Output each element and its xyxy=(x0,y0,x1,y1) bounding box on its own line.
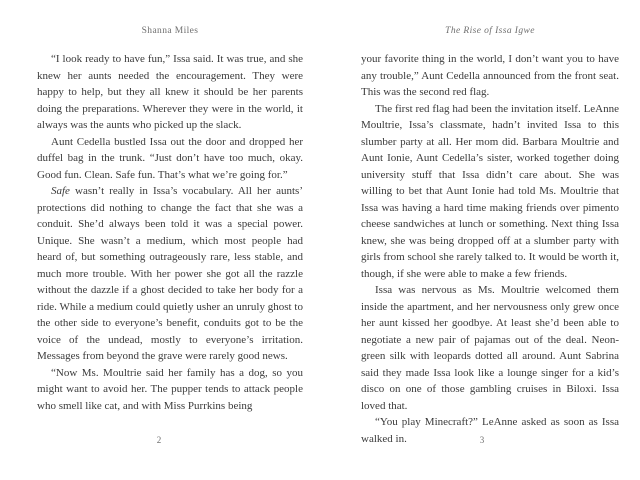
paragraph xyxy=(361,101,619,283)
body-text: “I look ready to have fun,” Issa said. It was true, and she knew her aunts needed the encouragement. They were happy to help, but they all knew it should be her parents doing the preparations. Wherever they were in the world, it always was the aunts who picked up the slack. xyxy=(37,53,303,131)
body-text: your favorite thing in the world, I don’t want you to have any trouble,” Aunt Cedella announced from the front seat. This was the second red flag. xyxy=(361,53,619,98)
body-text: wasn’t really in Issa’s vocabulary. All her aunts’ protections did nothing to change the fact that she was a conduit. She’d always been told it was a special power. Unique. She wasn’t a medium, which most people had heard of, but something outrageously rare, less stable, and much more trouble. With her power she got all the razzle without the dazzle if a ghost decided to take her body for a ride. While a medium could quietly usher an unruly ghost to the other side to everyone’s benefit, conduits got to be the voice of the undead, mostly to everyone’s irritation. Messages from beyond the grave were rarely good news. xyxy=(37,185,303,362)
paragraph xyxy=(37,183,303,365)
body-text: The first red flag had been the invitation itself. LeAnne Moultrie, Issa’s classmate, hadn’t invited Issa to this slumber party at all. Her mom did. Barbara Moultrie and Aunt Ionie, Aunt Cedella’s sister, worked together doing university stuff that Issa didn’t care about. She was willing to bet that Aunt Ionie had told Ms. Moultrie that Issa was having a hard time making friends over pimento cheese sandwiches at lunch or something. Next thing Issa knew, she was being dropped off at a slumber party with girls from school she rarely talked to. It would be worth it, though, if she were able to make a few friends. xyxy=(361,102,619,280)
page-number: 3 xyxy=(479,435,485,445)
paragraph xyxy=(37,134,303,184)
body-text: “You play Minecraft?” LeAnne asked as soon as Issa walked in. xyxy=(361,416,619,445)
paragraph xyxy=(37,51,303,134)
italic-text: Safe xyxy=(51,185,70,197)
paragraph xyxy=(361,282,619,414)
paragraph xyxy=(37,365,303,415)
left-page xyxy=(37,0,303,480)
paragraph xyxy=(361,51,619,101)
body-text: Aunt Cedella bustled Issa out the door and dropped her duffel bag in the trunk. “Just don’t have too much, okay. Good fun. Clean. Safe fun. That’s what we’re going for.” xyxy=(37,135,303,181)
running-header-title: The Rise of Issa Igwe xyxy=(445,26,535,36)
right-page-body xyxy=(361,51,619,447)
left-page-body xyxy=(37,51,303,414)
running-header-author: Shanna Miles xyxy=(141,26,199,36)
body-text: Issa was nervous as Ms. Moultrie welcomed them inside the apartment, and her nervousness only grew once her aunt kissed her goodbye. At least she’d been able to negotiate a new pair of pajamas out of the deal. Neon-green silk with leopards dotted all around. Aunt Sabrina said they made Issa look like a lounge singer for a kid’s disco on one of those gambling cruises in Biloxi. Issa loved that. xyxy=(361,284,619,412)
page-number: 2 xyxy=(156,435,162,445)
body-text: “Now Ms. Moultrie said her family has a dog, so you might want to avoid her. The pupper tends to attack people who smell like cat, and with Miss Purrkins being xyxy=(37,366,303,412)
right-page xyxy=(361,0,619,480)
